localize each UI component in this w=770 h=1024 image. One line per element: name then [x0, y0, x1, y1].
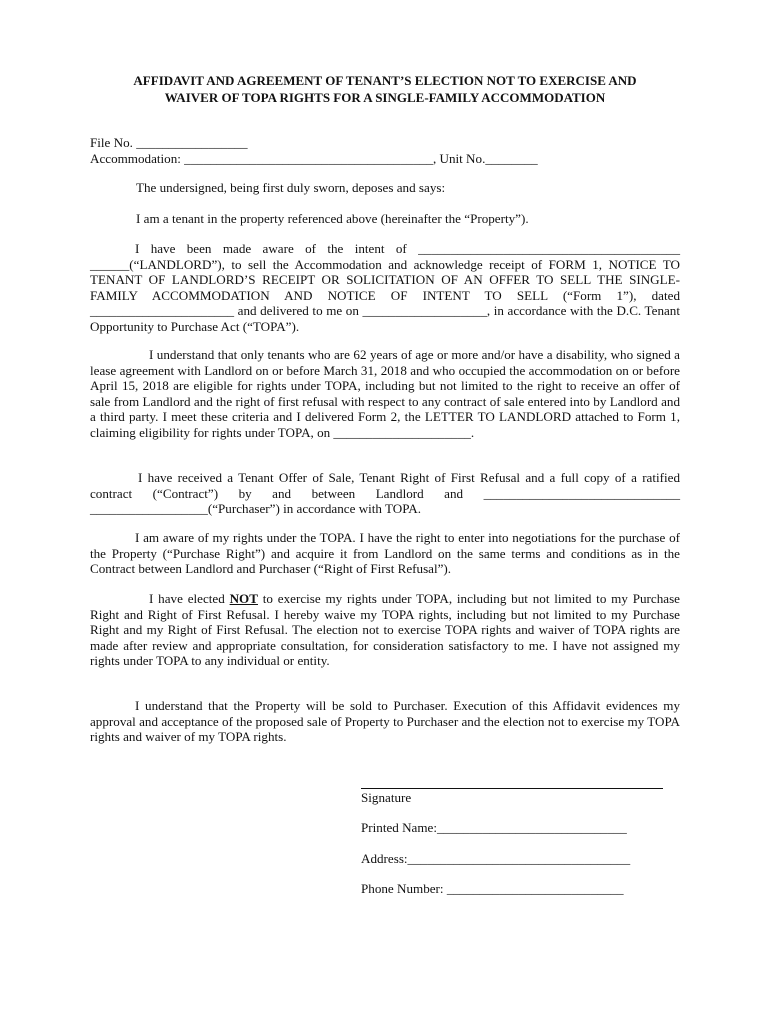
accommodation-text: Accommodation: ______________________________________, Unit No.________: [90, 151, 538, 166]
elected-post: to exercise my rights under TOPA, including but not limited to my Purchase Right and Right of First Refusal. I hereby waive my TOPA rights, including but not limited to my Purchase Right and my Right of First Refusal. The election not to exercise TOPA rights and waiver of TOPA rights are made after review and appropriate consultation, for consideration satisfactory to me. I have not assigned my rights under TOPA to any individual or entity.: [90, 591, 680, 668]
printed-name-field[interactable]: Printed Name:_____________________________: [361, 820, 627, 835]
para-rights: I am aware of my rights under the TOPA. I have the right to enter into negotiations for the purchase of the Property (“Purchase Right”) and acquire it from Landlord on the same terms and conditions as in the Contract between Landlord and Purchaser (“Right of First Refusal”).: [90, 530, 680, 576]
file-no-field[interactable]: [90, 135, 680, 151]
para-sold: I understand that the Property will be sold to Purchaser. Execution of this Affidavit evidences my approval and acceptance of the proposed sale of Property to Purchaser and the election not to exercise my TOPA rights and waiver of my TOPA rights.: [90, 698, 680, 744]
title-line-1: AFFIDAVIT AND AGREEMENT OF TENANT’S ELECTION NOT TO EXERCISE AND: [133, 73, 637, 88]
title-line-2: WAIVER OF TOPA RIGHTS FOR A SINGLE-FAMILY ACCOMMODATION: [164, 90, 606, 105]
signature-label: Signature: [361, 790, 412, 805]
file-no-text: File No. _________________: [90, 135, 248, 150]
para-received-offer: I have received a Tenant Offer of Sale, Tenant Right of First Refusal and a full copy of a ratified contract (“Contract”) by and between Landlord and ______________________________ __________________(“Purchaser”) in accordance with TOPA.: [90, 470, 680, 516]
para-eligibility: I understand that only tenants who are 62 years of age or more and/or have a disability, who signed a lease agreement with Landlord on or before March 31, 2018 and who occupied the accommodation on or before April 15, 2018 are eligible for rights under TOPA, including but not limited to the right to receive an offer of sale from Landlord and the right of first refusal with respect to any contract of sale entered into by Landlord and a third party. I meet these criteria and I delivered Form 2, the LETTER TO LANDLORD attached to Form 1, claiming eligibility for rights under TOPA, on _____________________.: [90, 347, 680, 440]
para-tenant: I am a tenant in the property referenced above (hereinafter the “Property”).: [136, 211, 529, 226]
phone-number-field[interactable]: Phone Number: ___________________________: [361, 881, 624, 896]
para-deposes: The undersigned, being first duly sworn, deposes and says:: [136, 180, 446, 195]
elected-not-emphasis: NOT: [229, 591, 258, 606]
para-aware: I have been made aware of the intent of ________________________________________ ______(“LANDLORD”), to sell the Accommodation and acknowledge receipt of FORM 1, NOTICE TO TENANT OF LANDLORD’S RECEIPT OR SOLICITATION OF AN OFFER TO SELL THE SINGLE-FAMILY ACCOMMODATION AND NOTICE OF INTENT TO SELL (“Form 1”), dated ______________________ and delivered to me on ___________________, in accordance with the D.C. Tenant Opportunity to Purchase Act (“TOPA”).: [90, 241, 680, 334]
accommodation-field[interactable]: [90, 151, 680, 167]
document-title: [90, 72, 680, 106]
signature-line[interactable]: [361, 788, 663, 789]
elected-pre: I have elected: [149, 591, 230, 606]
para-elected: [90, 591, 680, 669]
address-field[interactable]: Address:__________________________________: [361, 851, 631, 866]
